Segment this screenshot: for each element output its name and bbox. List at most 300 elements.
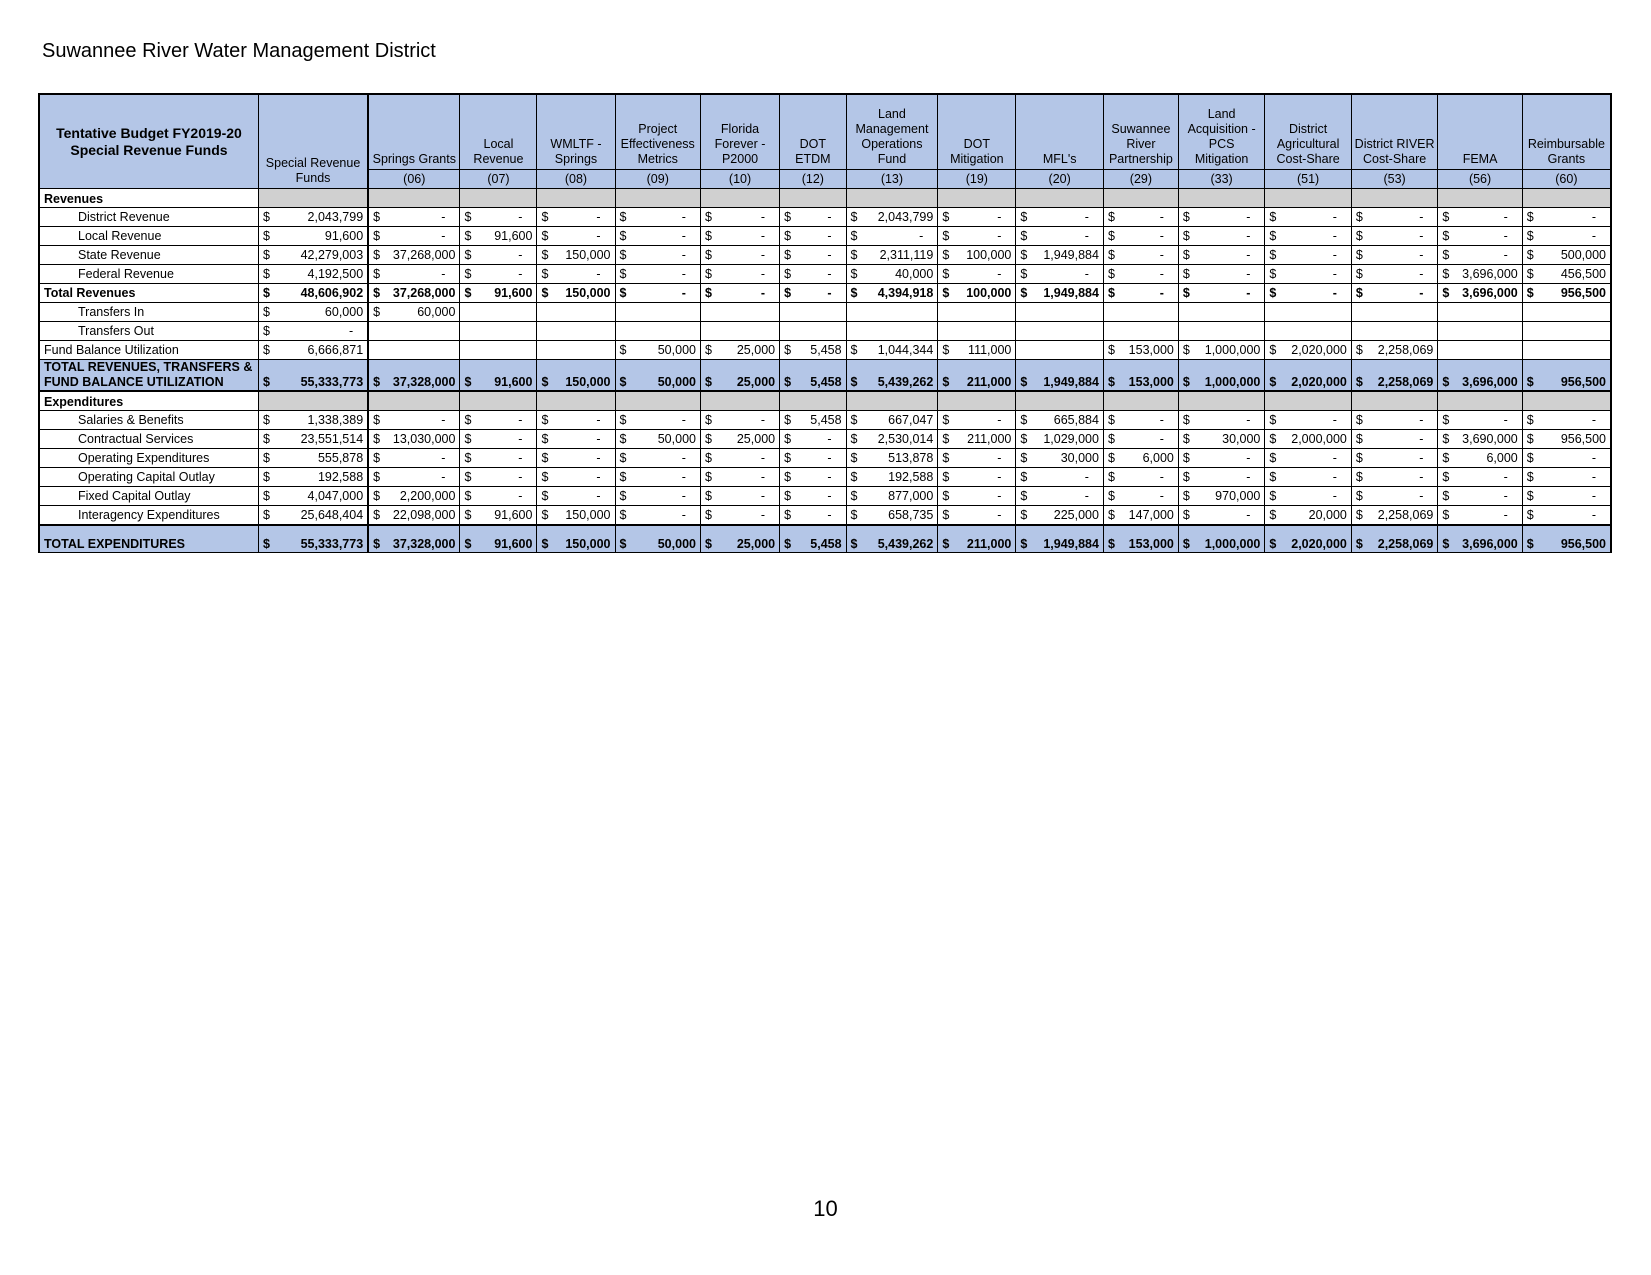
section-spacer-cell	[537, 189, 615, 208]
currency-symbol: $	[942, 228, 950, 243]
currency-symbol: $	[262, 285, 270, 300]
amount: -	[1419, 469, 1424, 484]
value-cell	[780, 360, 846, 392]
value-cell	[1103, 341, 1178, 360]
currency-symbol: $	[1107, 537, 1115, 551]
amount: 1,029,000	[1043, 431, 1099, 446]
amount: -	[681, 469, 686, 484]
value-cell	[615, 506, 700, 526]
column-header: Project Effectiveness Metrics	[615, 94, 700, 170]
amount: -	[518, 266, 523, 281]
value-cell	[460, 449, 537, 468]
amount: -	[997, 488, 1002, 503]
currency-symbol: $	[541, 228, 549, 243]
currency-symbol: $	[850, 431, 858, 446]
value-cell	[700, 506, 779, 526]
amount: -	[1159, 209, 1164, 224]
currency-symbol: $	[784, 285, 792, 300]
value-cell	[938, 468, 1016, 487]
currency-symbol: $	[704, 228, 712, 243]
value-cell	[1178, 208, 1265, 227]
value-cell	[1265, 525, 1352, 553]
amount: 150,000	[565, 507, 611, 522]
currency-symbol: $	[1526, 247, 1534, 262]
currency-symbol: $	[1442, 209, 1450, 224]
amount: -	[441, 450, 446, 465]
column-header: DOT Mitigation	[938, 94, 1016, 170]
value-cell	[1522, 506, 1611, 526]
currency-symbol: $	[1355, 469, 1363, 484]
value-cell	[1103, 506, 1178, 526]
amount: 456,500	[1560, 266, 1606, 281]
value-cell	[938, 341, 1016, 360]
value-cell	[368, 430, 460, 449]
amount: -	[760, 266, 766, 281]
table-row	[39, 506, 1611, 526]
value-cell	[460, 265, 537, 284]
amount: -	[1419, 247, 1424, 262]
value-cell	[368, 506, 460, 526]
value-cell	[1351, 430, 1438, 449]
currency-symbol: $	[1355, 228, 1363, 243]
value-cell	[615, 227, 700, 246]
amount: 4,394,918	[877, 285, 934, 300]
amount: 1,949,884	[1043, 247, 1099, 262]
amount: 60,000	[324, 304, 364, 319]
amount: -	[681, 247, 686, 262]
revenues-section-header	[39, 189, 1611, 208]
currency-symbol: $	[262, 488, 270, 503]
amount: -	[997, 266, 1002, 281]
value-cell	[537, 525, 615, 553]
currency-symbol: $	[262, 450, 270, 465]
value-cell	[1103, 525, 1178, 553]
amount: -	[997, 450, 1002, 465]
currency-symbol: $	[619, 450, 627, 465]
value-cell	[1016, 360, 1104, 392]
value-cell	[1103, 360, 1178, 392]
value-cell	[460, 411, 537, 430]
amount: -	[1332, 469, 1337, 484]
currency-symbol: $	[1442, 507, 1450, 522]
value-cell	[700, 525, 779, 553]
currency-symbol: $	[373, 431, 381, 446]
value-cell	[1522, 449, 1611, 468]
currency-symbol: $	[1442, 285, 1450, 300]
value-cell	[1016, 303, 1104, 322]
currency-symbol: $	[1526, 488, 1534, 503]
amount: -	[441, 209, 446, 224]
currency-symbol: $	[541, 375, 549, 389]
value-cell	[460, 468, 537, 487]
currency-symbol: $	[262, 304, 270, 319]
currency-symbol: $	[1355, 537, 1363, 551]
value-cell	[258, 468, 368, 487]
currency-symbol: $	[704, 247, 712, 262]
currency-symbol: $	[464, 507, 472, 522]
row-label: Salaries & Benefits	[39, 411, 258, 430]
value-cell	[1103, 487, 1178, 506]
page-title: Suwannee River Water Management District	[42, 40, 436, 62]
column-code: (07)	[460, 170, 537, 189]
currency-symbol: $	[784, 375, 792, 389]
amount: 153,000	[1128, 342, 1174, 357]
value-cell	[700, 360, 779, 392]
value-cell	[700, 430, 779, 449]
currency-symbol: $	[1269, 488, 1277, 503]
amount: -	[1159, 488, 1164, 503]
table-title	[39, 94, 258, 189]
amount: 2,043,799	[877, 209, 934, 224]
currency-symbol: $	[262, 342, 270, 357]
value-cell	[258, 303, 368, 322]
value-cell	[846, 525, 938, 553]
value-cell	[938, 303, 1016, 322]
currency-symbol: $	[619, 285, 627, 300]
currency-symbol: $	[1107, 375, 1115, 389]
amount: 4,192,500	[307, 266, 364, 281]
section-spacer-cell	[1103, 189, 1178, 208]
amount: -	[681, 488, 686, 503]
value-cell	[780, 303, 846, 322]
amount: 2,258,069	[1377, 537, 1434, 551]
amount: -	[997, 469, 1002, 484]
value-cell	[938, 246, 1016, 265]
currency-symbol: $	[942, 375, 950, 389]
table-row	[39, 303, 1611, 322]
value-cell	[1178, 468, 1265, 487]
value-cell	[1522, 322, 1611, 341]
amount: 956,500	[1560, 285, 1606, 300]
currency-symbol: $	[373, 375, 381, 389]
value-cell	[1016, 430, 1104, 449]
value-cell	[258, 265, 368, 284]
column-header: District Agricultural Cost-Share	[1265, 94, 1352, 170]
amount: -	[1332, 488, 1337, 503]
value-cell	[780, 430, 846, 449]
value-cell	[938, 525, 1016, 553]
column-code: (56)	[1438, 170, 1522, 189]
currency-symbol: $	[850, 228, 858, 243]
amount: 2,258,069	[1377, 507, 1434, 522]
amount: 50,000	[657, 431, 696, 446]
currency-symbol: $	[942, 285, 950, 300]
amount: 5,458	[810, 412, 842, 427]
currency-symbol: $	[942, 209, 950, 224]
amount: 40,000	[895, 266, 934, 281]
value-cell	[1438, 449, 1522, 468]
value-cell	[368, 360, 460, 392]
amount: 25,648,404	[300, 507, 364, 522]
amount: 956,500	[1560, 375, 1606, 389]
column-code: (53)	[1351, 170, 1438, 189]
value-cell	[1438, 430, 1522, 449]
currency-symbol: $	[619, 228, 627, 243]
currency-symbol: $	[619, 209, 627, 224]
value-cell	[700, 468, 779, 487]
currency-symbol: $	[1020, 412, 1028, 427]
amount: -	[518, 412, 523, 427]
currency-symbol: $	[262, 323, 270, 338]
currency-symbol: $	[541, 247, 549, 262]
amount: 37,328,000	[392, 537, 456, 551]
currency-symbol: $	[1107, 412, 1115, 427]
section-spacer-cell	[258, 391, 368, 411]
section-spacer-cell	[1522, 189, 1611, 208]
value-cell	[615, 360, 700, 392]
amount: 50,000	[657, 537, 696, 551]
currency-symbol: $	[541, 507, 549, 522]
value-cell	[1522, 411, 1611, 430]
value-cell	[537, 284, 615, 303]
currency-symbol: $	[784, 431, 792, 446]
currency-symbol: $	[1442, 431, 1450, 446]
amount: 91,600	[494, 537, 533, 551]
amount: -	[681, 412, 686, 427]
currency-symbol: $	[1182, 431, 1190, 446]
amount: -	[681, 450, 686, 465]
amount: -	[1246, 412, 1251, 427]
value-cell	[1351, 341, 1438, 360]
section-spacer-cell	[938, 391, 1016, 411]
row-label-line2: FUND BALANCE UTILIZATION	[44, 375, 224, 389]
value-cell	[1016, 506, 1104, 526]
currency-symbol: $	[1526, 507, 1534, 522]
currency-symbol: $	[1526, 209, 1534, 224]
amount: -	[1246, 266, 1251, 281]
amount: 37,268,000	[392, 247, 456, 262]
value-cell	[1522, 468, 1611, 487]
value-cell	[1103, 468, 1178, 487]
amount: -	[827, 247, 832, 262]
section-spacer-cell	[1265, 391, 1352, 411]
amount: 3,690,000	[1462, 431, 1518, 446]
currency-symbol: $	[1442, 488, 1450, 503]
value-cell	[1351, 468, 1438, 487]
value-cell	[780, 449, 846, 468]
amount: 91,600	[494, 375, 533, 389]
currency-symbol: $	[464, 537, 472, 551]
amount: -	[1503, 469, 1508, 484]
amount: -	[681, 285, 686, 300]
column-header: WMLTF - Springs	[537, 94, 615, 170]
table-row	[39, 487, 1611, 506]
amount: 2,020,000	[1291, 537, 1347, 551]
amount: 211,000	[966, 375, 1012, 389]
currency-symbol: $	[1526, 450, 1534, 465]
currency-symbol: $	[1020, 488, 1028, 503]
section-spacer-cell	[258, 189, 368, 208]
amount: -	[596, 412, 601, 427]
value-cell	[1438, 411, 1522, 430]
currency-symbol: $	[784, 412, 792, 427]
currency-symbol: $	[850, 450, 858, 465]
currency-symbol: $	[541, 488, 549, 503]
amount: -	[1419, 412, 1424, 427]
amount: -	[1246, 450, 1251, 465]
value-cell	[1178, 246, 1265, 265]
value-cell	[700, 449, 779, 468]
value-cell	[1016, 525, 1104, 553]
value-cell	[615, 303, 700, 322]
column-code: (08)	[537, 170, 615, 189]
currency-symbol: $	[1020, 247, 1028, 262]
currency-symbol: $	[1269, 412, 1277, 427]
value-cell	[780, 246, 846, 265]
section-spacer-cell	[780, 391, 846, 411]
amount: 5,458	[810, 342, 842, 357]
amount: -	[1084, 488, 1089, 503]
currency-symbol: $	[704, 209, 712, 224]
value-cell	[1178, 449, 1265, 468]
value-cell	[460, 303, 537, 322]
currency-symbol: $	[619, 342, 627, 357]
total-revenues-row	[39, 284, 1611, 303]
amount: 1,000,000	[1204, 375, 1261, 389]
currency-symbol: $	[942, 488, 950, 503]
currency-symbol: $	[1355, 209, 1363, 224]
currency-symbol: $	[464, 375, 472, 389]
value-cell	[1522, 341, 1611, 360]
value-cell	[460, 341, 537, 360]
currency-symbol: $	[1182, 469, 1190, 484]
currency-symbol: $	[1442, 469, 1450, 484]
value-cell	[700, 227, 779, 246]
amount: 211,000	[966, 537, 1012, 551]
currency-symbol: $	[1269, 247, 1277, 262]
value-cell	[537, 487, 615, 506]
column-code: (51)	[1265, 170, 1352, 189]
currency-symbol: $	[1182, 507, 1190, 522]
amount: 50,000	[657, 375, 696, 389]
table-row	[39, 449, 1611, 468]
row-label: Operating Expenditures	[39, 449, 258, 468]
currency-symbol: $	[784, 342, 792, 357]
section-spacer-cell	[460, 189, 537, 208]
amount: -	[1159, 247, 1164, 262]
row-label: Transfers In	[39, 303, 258, 322]
value-cell	[780, 487, 846, 506]
currency-symbol: $	[464, 247, 472, 262]
currency-symbol: $	[619, 469, 627, 484]
value-cell	[460, 360, 537, 392]
currency-symbol: $	[1020, 469, 1028, 484]
amount: -	[827, 507, 832, 522]
value-cell	[615, 430, 700, 449]
value-cell	[700, 284, 779, 303]
section-spacer-cell	[1265, 189, 1352, 208]
row-label: Total Revenues	[39, 284, 258, 303]
value-cell	[615, 411, 700, 430]
currency-symbol: $	[1355, 507, 1363, 522]
value-cell	[700, 208, 779, 227]
amount: 1,949,884	[1043, 375, 1099, 389]
amount: 3,696,000	[1462, 375, 1518, 389]
currency-symbol: $	[1355, 342, 1363, 357]
currency-symbol: $	[1269, 431, 1277, 446]
amount: -	[827, 431, 832, 446]
currency-symbol: $	[541, 450, 549, 465]
value-cell	[1351, 303, 1438, 322]
value-cell	[1438, 227, 1522, 246]
amount: 6,666,871	[307, 342, 364, 357]
value-cell	[846, 284, 938, 303]
total-expenditures-row	[39, 525, 1611, 553]
table-row	[39, 246, 1611, 265]
row-label: Fixed Capital Outlay	[39, 487, 258, 506]
value-cell	[368, 449, 460, 468]
currency-symbol: $	[1442, 228, 1450, 243]
currency-symbol: $	[464, 285, 472, 300]
currency-symbol: $	[1355, 266, 1363, 281]
currency-symbol: $	[1020, 431, 1028, 446]
value-cell	[1351, 227, 1438, 246]
currency-symbol: $	[464, 431, 472, 446]
value-cell	[1265, 303, 1352, 322]
currency-symbol: $	[262, 412, 270, 427]
column-code: (13)	[846, 170, 938, 189]
currency-symbol: $	[784, 469, 792, 484]
amount: 23,551,514	[300, 431, 364, 446]
currency-symbol: $	[1526, 412, 1534, 427]
currency-symbol: $	[704, 266, 712, 281]
currency-symbol: $	[1107, 285, 1115, 300]
column-code: (06)	[368, 170, 460, 189]
column-code: (09)	[615, 170, 700, 189]
amount: -	[348, 323, 354, 338]
currency-symbol: $	[850, 247, 858, 262]
table-title-line2: Special Revenue Funds	[70, 141, 228, 158]
value-cell	[780, 322, 846, 341]
section-spacer-cell	[537, 391, 615, 411]
amount: 55,333,773	[300, 375, 364, 389]
currency-symbol: $	[541, 412, 549, 427]
value-cell	[780, 468, 846, 487]
value-cell	[1351, 487, 1438, 506]
value-cell	[1178, 341, 1265, 360]
amount: -	[1084, 228, 1089, 243]
amount: -	[997, 412, 1002, 427]
section-spacer-cell	[846, 391, 938, 411]
value-cell	[460, 246, 537, 265]
amount: -	[1246, 285, 1251, 300]
value-cell	[537, 360, 615, 392]
amount: -	[1159, 412, 1164, 427]
currency-symbol: $	[850, 488, 858, 503]
amount: 211,000	[967, 431, 1012, 446]
amount: 42,279,003	[300, 247, 364, 262]
amount: 22,098,000	[392, 507, 456, 522]
currency-symbol: $	[1355, 450, 1363, 465]
value-cell	[1265, 449, 1352, 468]
table-row	[39, 430, 1611, 449]
value-cell	[615, 246, 700, 265]
value-cell	[258, 411, 368, 430]
currency-symbol: $	[1526, 537, 1534, 551]
amount: 1,338,389	[307, 412, 364, 427]
amount: 2,020,000	[1291, 342, 1347, 357]
amount: -	[1419, 228, 1424, 243]
amount: 37,328,000	[392, 375, 456, 389]
amount: -	[681, 228, 686, 243]
currency-symbol: $	[1269, 228, 1277, 243]
row-label: Operating Capital Outlay	[39, 468, 258, 487]
value-cell	[615, 525, 700, 553]
value-cell	[938, 430, 1016, 449]
section-spacer-cell	[846, 189, 938, 208]
value-cell	[938, 208, 1016, 227]
currency-symbol: $	[373, 266, 381, 281]
